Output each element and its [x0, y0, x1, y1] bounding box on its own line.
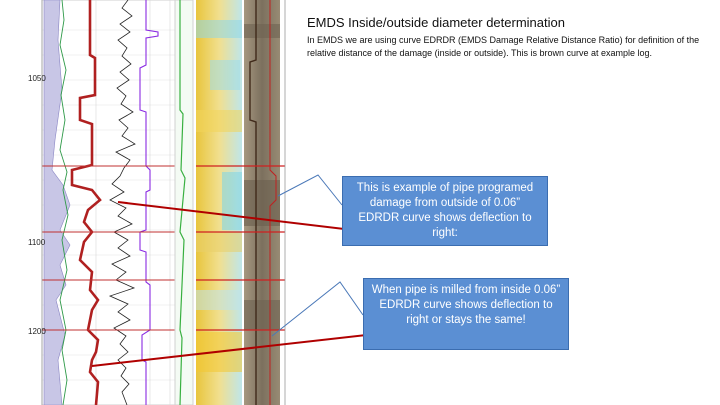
depth-label-1200: 1200 [28, 327, 46, 336]
callout-pointer-2 [272, 282, 363, 336]
depth-label-1050: 1050 [28, 74, 46, 83]
callout-inside-milled-text: When pipe is milled from inside 0.06” EDRDR curve shows deflection to right or stays the same! [371, 284, 561, 326]
slide-title: EMDS Inside/outside diameter determination [307, 15, 565, 30]
callout-outside-damage [342, 176, 548, 246]
depth-label-1100: 1100 [28, 238, 46, 247]
callout-outside-damage-text: This is example of pipe programed damage from outside of 0.06” EDRDR curve shows deflection to right: [356, 182, 534, 239]
callout-pointer-1 [278, 175, 342, 205]
slide-description: In EMDS we are using curve EDRDR (EMDS Damage Relative Distance Ratio) for definition of the relative distance of the damage (inside or outside). This is brown curve at example log. [307, 35, 700, 58]
callout-inside-milled [363, 278, 569, 350]
